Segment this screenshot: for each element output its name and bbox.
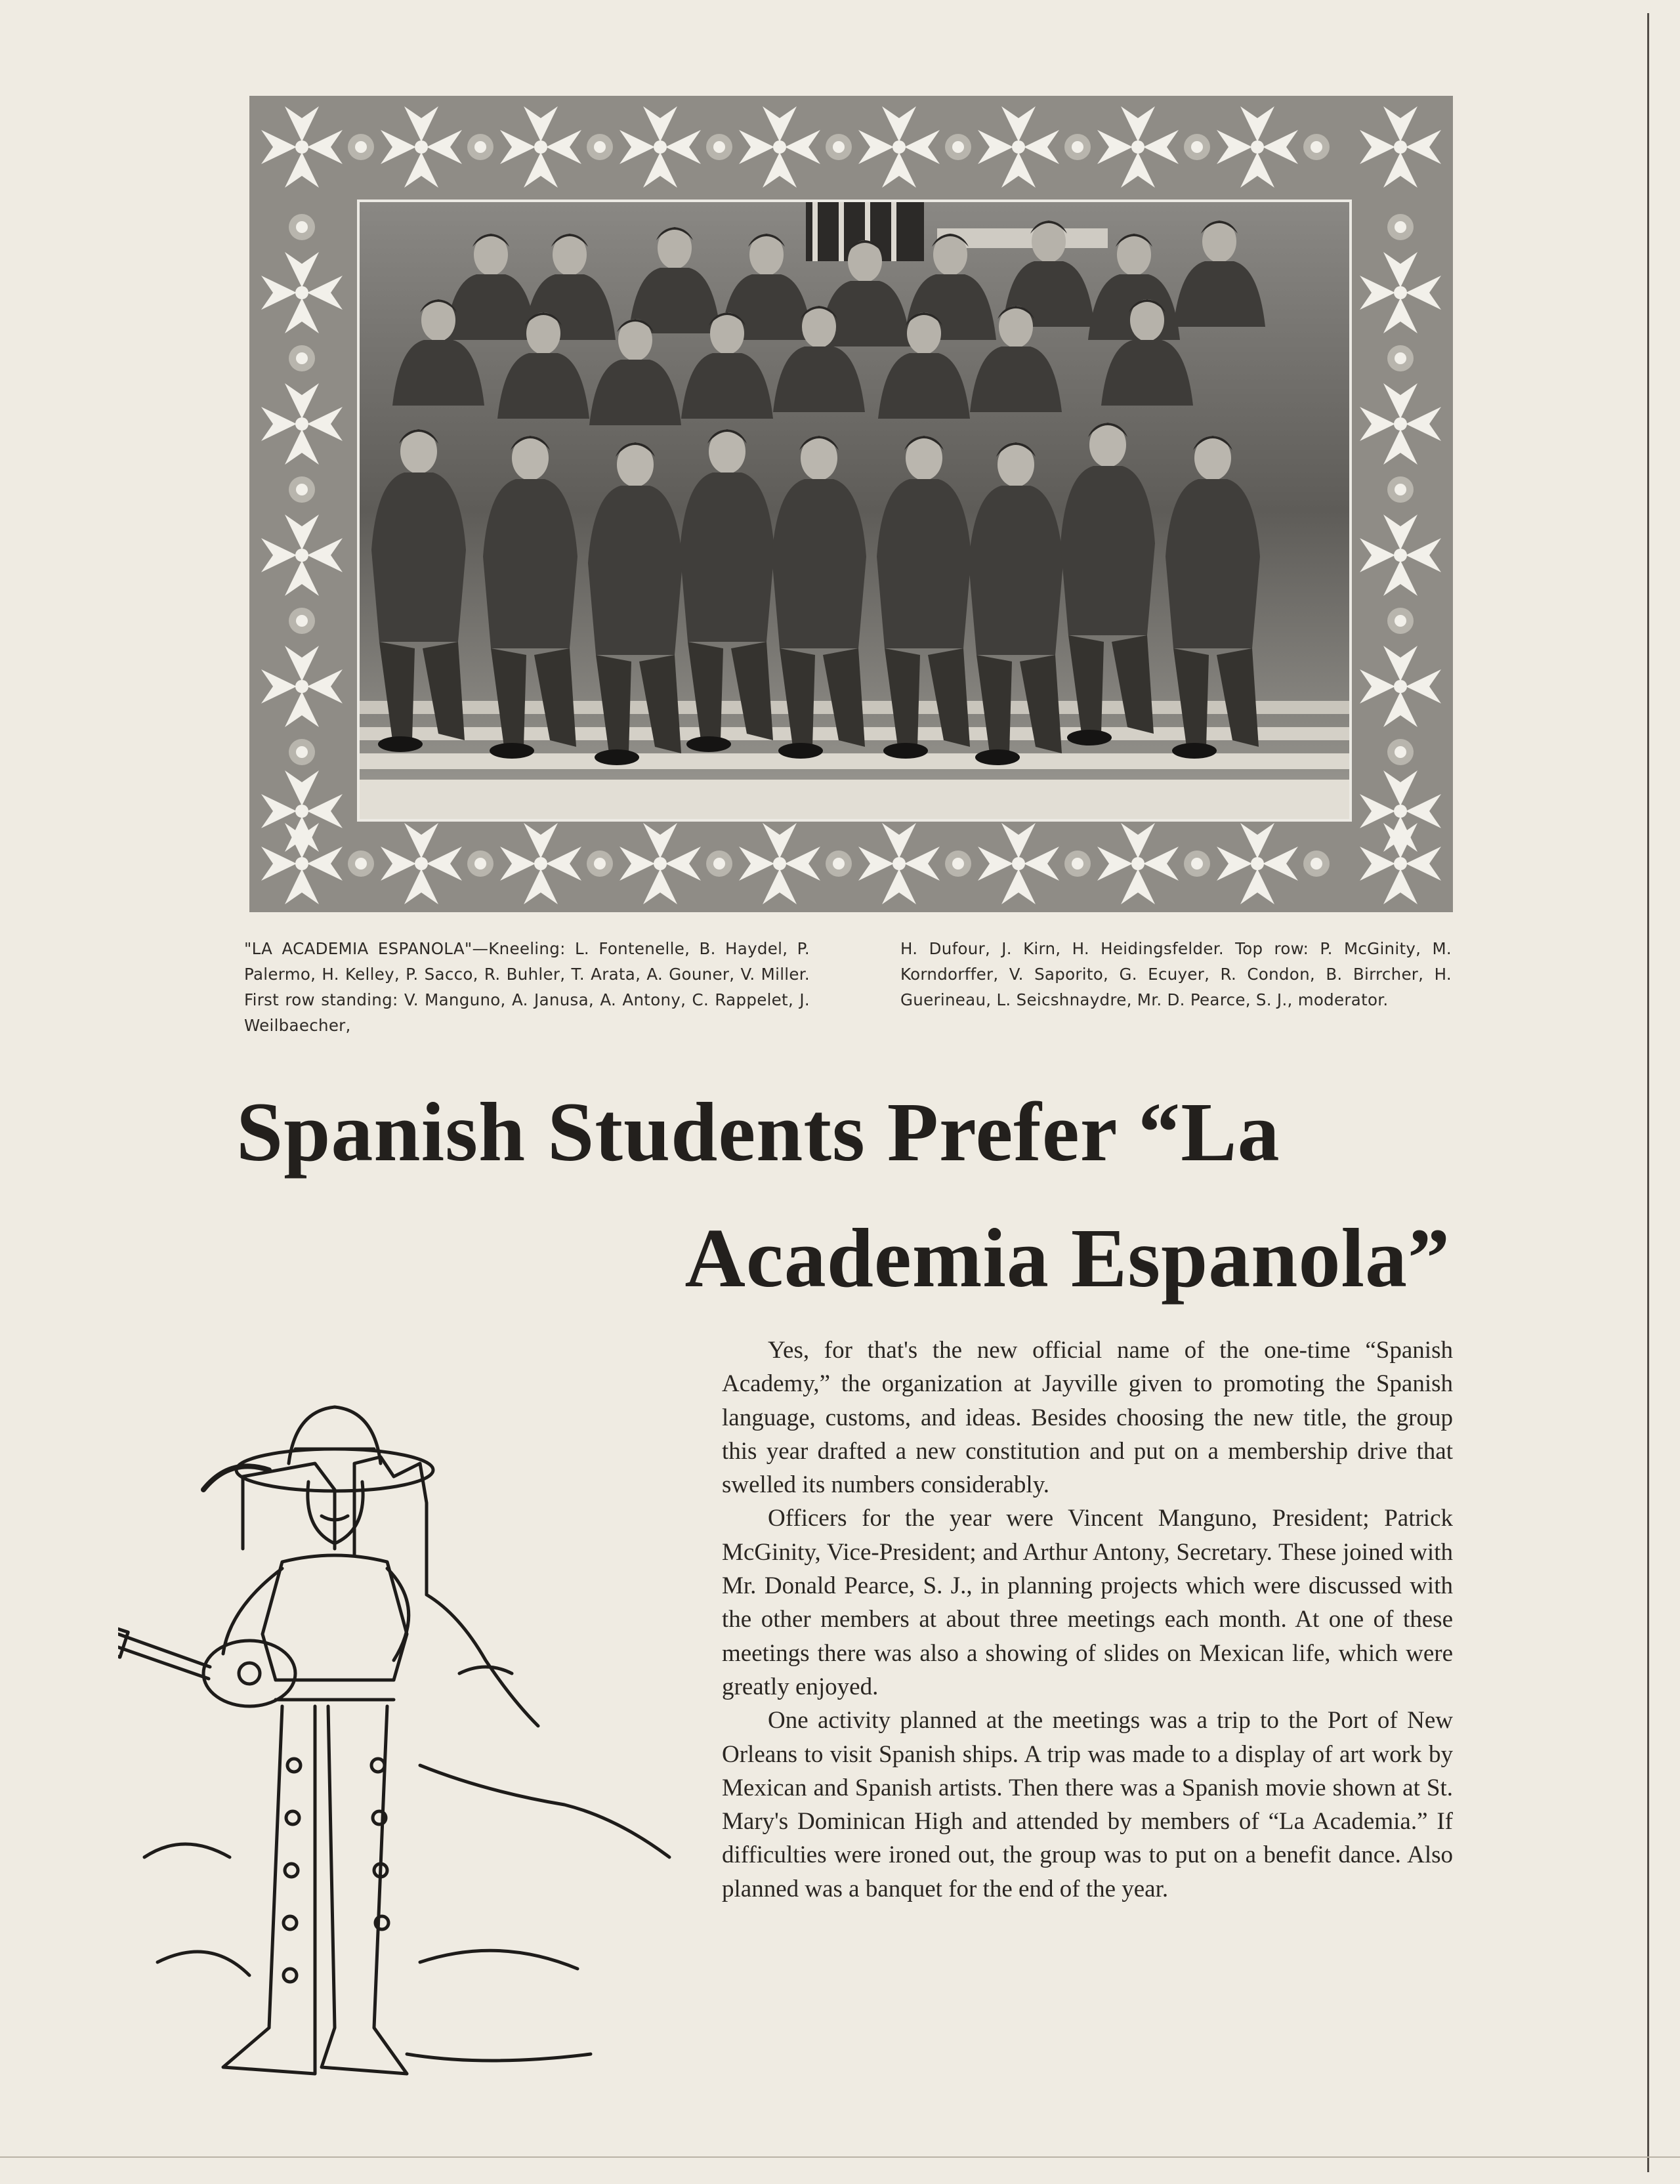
page-bottom-edge (0, 2156, 1680, 2158)
group-photo-image (360, 202, 1349, 819)
article-body (722, 1334, 1453, 1906)
article-title-line-2: Academia Espanola” (684, 1211, 1450, 1305)
article-paragraph: Yes, for that's the new official name of the one-time “Spanish Academy,” the organization at Jayville given to promoting the Spanish language, customs, and ideas. Besides choosing the new title, the group this year drafted a new constitution and put on a membership drive that swelled its numbers considerably. (722, 1337, 1453, 1499)
group-photograph (357, 200, 1352, 822)
photo-caption-left: "LA ACADEMIA ESPANOLA"—Kneeling: L. Fontenelle, B. Haydel, P. Palermo, H. Kelley, P. Sacco, R. Buhler, T. Arata, A. Gouner, V. Miller. First row standing: V. Manguno, A. Janusa, A. Antony, C. Rappelet, J. Weilbaecher, (244, 939, 810, 1035)
group-photo-frame (249, 96, 1453, 912)
guitar-player-illustration (118, 1398, 696, 2100)
article-paragraph: Officers for the year were Vincent Manguno, President; Patrick McGinity, Vice-President; and Arthur Antony, Secretary. These joined with Mr. Donald Pearce, S. J., in planning projects which were discussed with the other members at about three meetings each month. At one of these meetings there was also a showing of slides on Mexican life, which were greatly enjoyed. (722, 1505, 1453, 1700)
photo-caption-right: H. Dufour, J. Kirn, H. Heidingsfelder. Top row: P. McGinity, M. Korndorffer, V. Saporito, G. Ecuyer, R. Condon, B. Birrcher, H. Guerineau, L. Seicshnaydre, Mr. D. Pearce, S. J., moderator. (900, 939, 1452, 1009)
article-paragraph: One activity planned at the meetings was a trip to the Port of New Orleans to visit Spanish ships. A trip was made to a display of art work by Mexican and Spanish artists. Then there was a Spanish movie shown at St. Mary's Dominican High and attended by members of “La Academia.” If difficulties were ironed out, the group was to put on a benefit dance. Also planned was a banquet for the end of the year. (722, 1707, 1453, 1902)
article-title-line-1: Spanish Students Prefer “La (236, 1085, 1280, 1179)
page-edge (1647, 13, 1649, 2172)
